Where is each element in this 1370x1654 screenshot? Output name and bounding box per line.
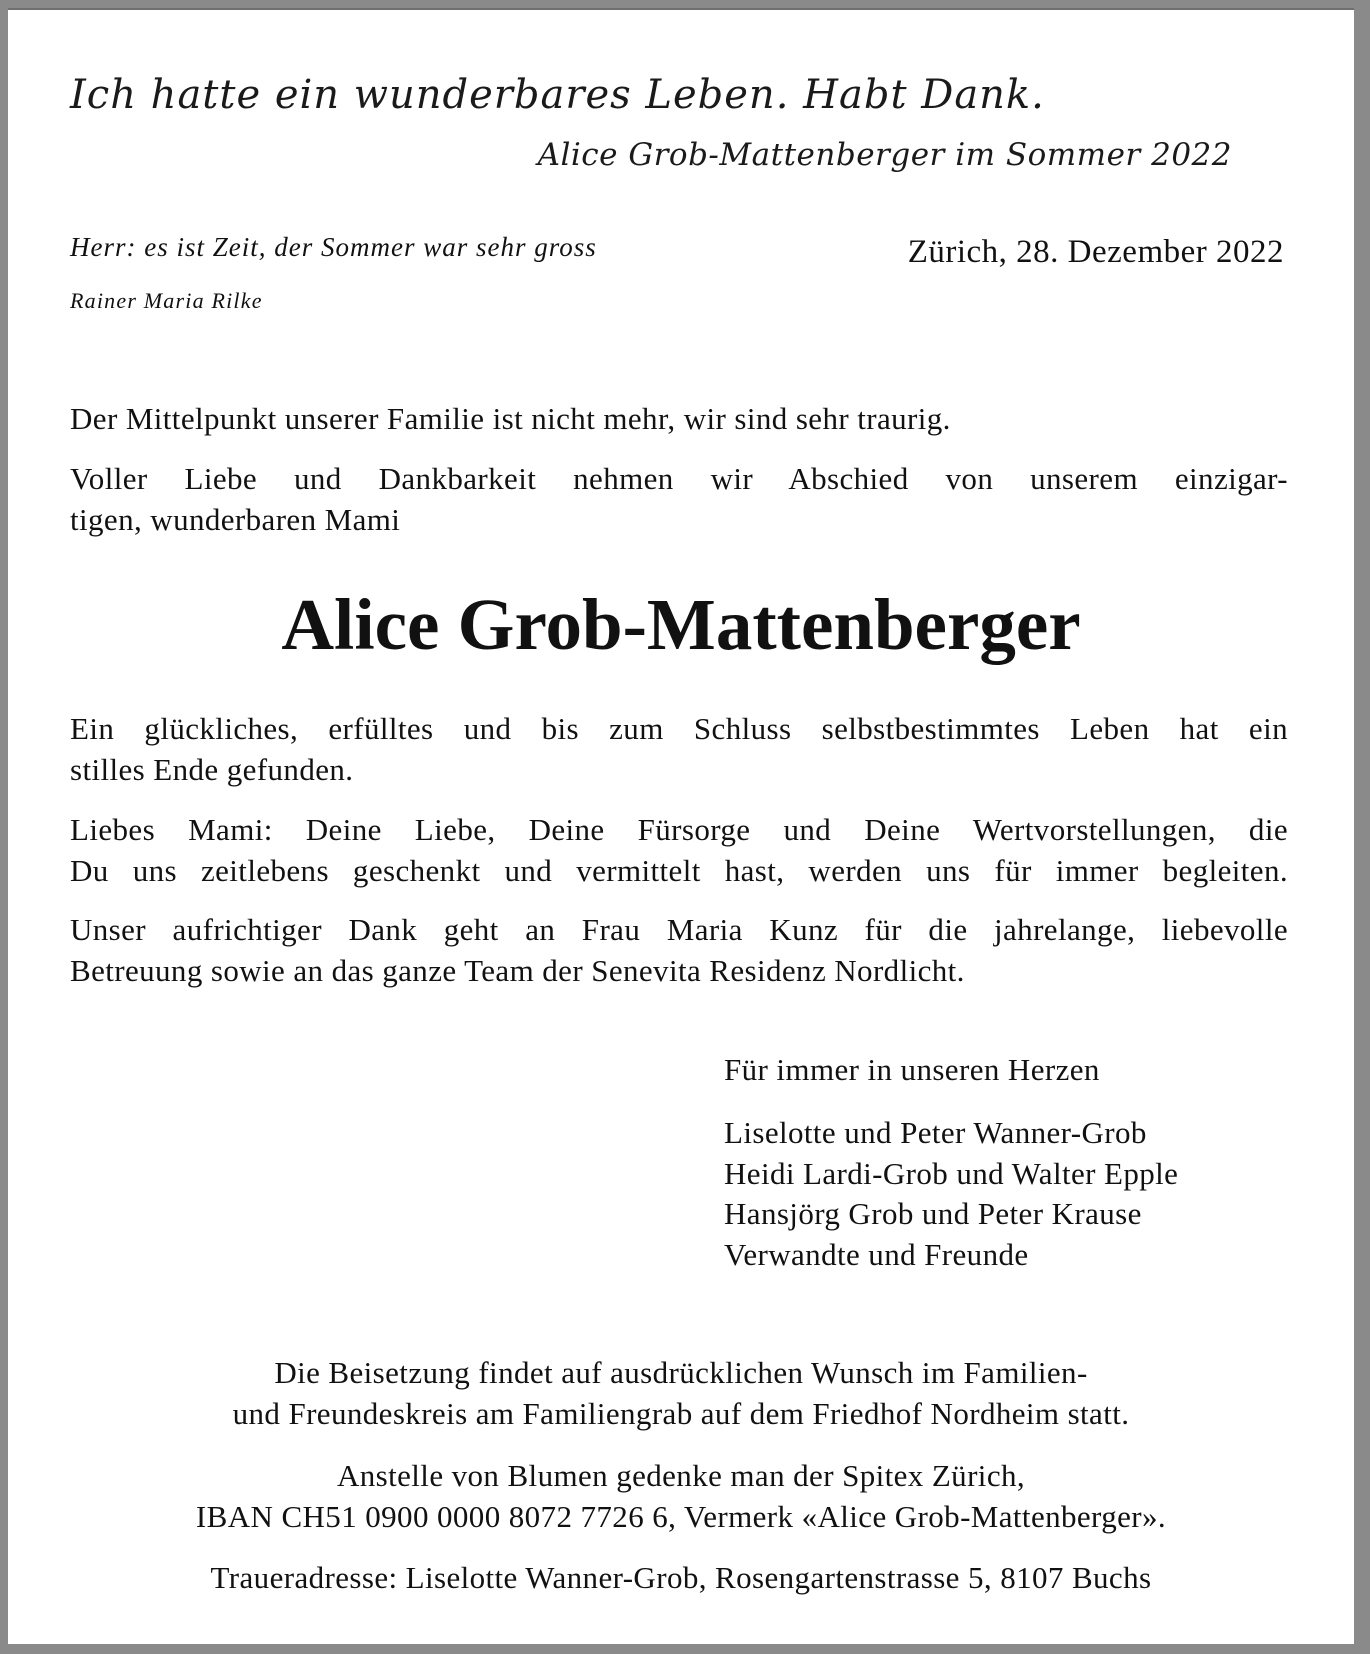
burial-notice: [8, 1353, 1354, 1434]
body-line: Unser aufrichtiger Dank geht an Frau Maria Kunz für die jahrelange, liebevolle: [70, 912, 1288, 947]
motto-text: Ich hatte ein wunderbares Leben. Habt Dank.: [70, 72, 1045, 118]
donation-line: Anstelle von Blumen gedenke man der Spitex Zürich,: [336, 1458, 1026, 1493]
intro-paragraph-line: Voller Liebe und Dankbarkeit nehmen wir Abschied von unserem einzigar-: [70, 461, 1288, 496]
body-paragraph-life: [70, 708, 1288, 790]
body-line: stilles Ende gefunden.: [70, 752, 354, 787]
mourning-address: [8, 1558, 1354, 1599]
body-paragraph-mami: [70, 809, 1288, 891]
donation-notice: [8, 1456, 1354, 1537]
intro-paragraph-line: tigen, wunderbaren Mami: [70, 502, 401, 537]
quote-author: Rainer Maria Rilke: [70, 288, 263, 313]
place-and-date: Zürich, 28. Dezember 2022: [907, 234, 1284, 270]
family-member: Liselotte und Peter Wanner-Grob: [724, 1115, 1147, 1150]
motto-attribution: Alice Grob-Mattenberger im Sommer 2022: [537, 137, 1232, 173]
body-line: Liebes Mami: Deine Liebe, Deine Fürsorge und Deine Wertvorstellungen, die: [70, 812, 1288, 847]
donation-line: IBAN CH51 0900 0000 8072 7726 6, Vermerk «Alice Grob-Mattenberger».: [195, 1498, 1167, 1534]
rilke-quote: Herr: es ist Zeit, der Sommer war sehr gross: [70, 232, 597, 262]
deceased-name: Alice Grob-Mattenberger: [281, 584, 1081, 665]
body-line: Betreuung sowie an das ganze Team der Senevita Residenz Nordlicht.: [70, 953, 965, 988]
obituary-page: [8, 8, 1354, 1644]
signoff: Für immer in unseren Herzen: [724, 1052, 1100, 1087]
family-list: [724, 1113, 1178, 1275]
body-line: Ein glückliches, erfülltes und bis zum Schluss selbstbestimmtes Leben hat ein: [70, 711, 1288, 746]
family-member: Heidi Lardi-Grob und Walter Epple: [724, 1155, 1179, 1191]
intro-paragraph: [70, 458, 1288, 540]
address-line: Traueradresse: Liselotte Wanner-Grob, Rosengartenstrasse 5, 8107 Buchs: [210, 1560, 1152, 1595]
burial-line: Die Beisetzung findet auf ausdrücklichen Wunsch im Familien-: [274, 1355, 1088, 1390]
body-paragraph-thanks: [70, 909, 1288, 991]
family-member: Hansjörg Grob und Peter Krause: [724, 1196, 1142, 1231]
family-member: Verwandte und Freunde: [724, 1236, 1029, 1272]
intro-line: Der Mittelpunkt unserer Familie ist nicht mehr, wir sind sehr traurig.: [70, 401, 951, 436]
burial-line: und Freundeskreis am Familiengrab auf dem Friedhof Nordheim statt.: [232, 1395, 1130, 1431]
body-line: Du uns zeitlebens geschenkt und vermittelt hast, werden uns für immer begleiten.: [70, 853, 1288, 888]
